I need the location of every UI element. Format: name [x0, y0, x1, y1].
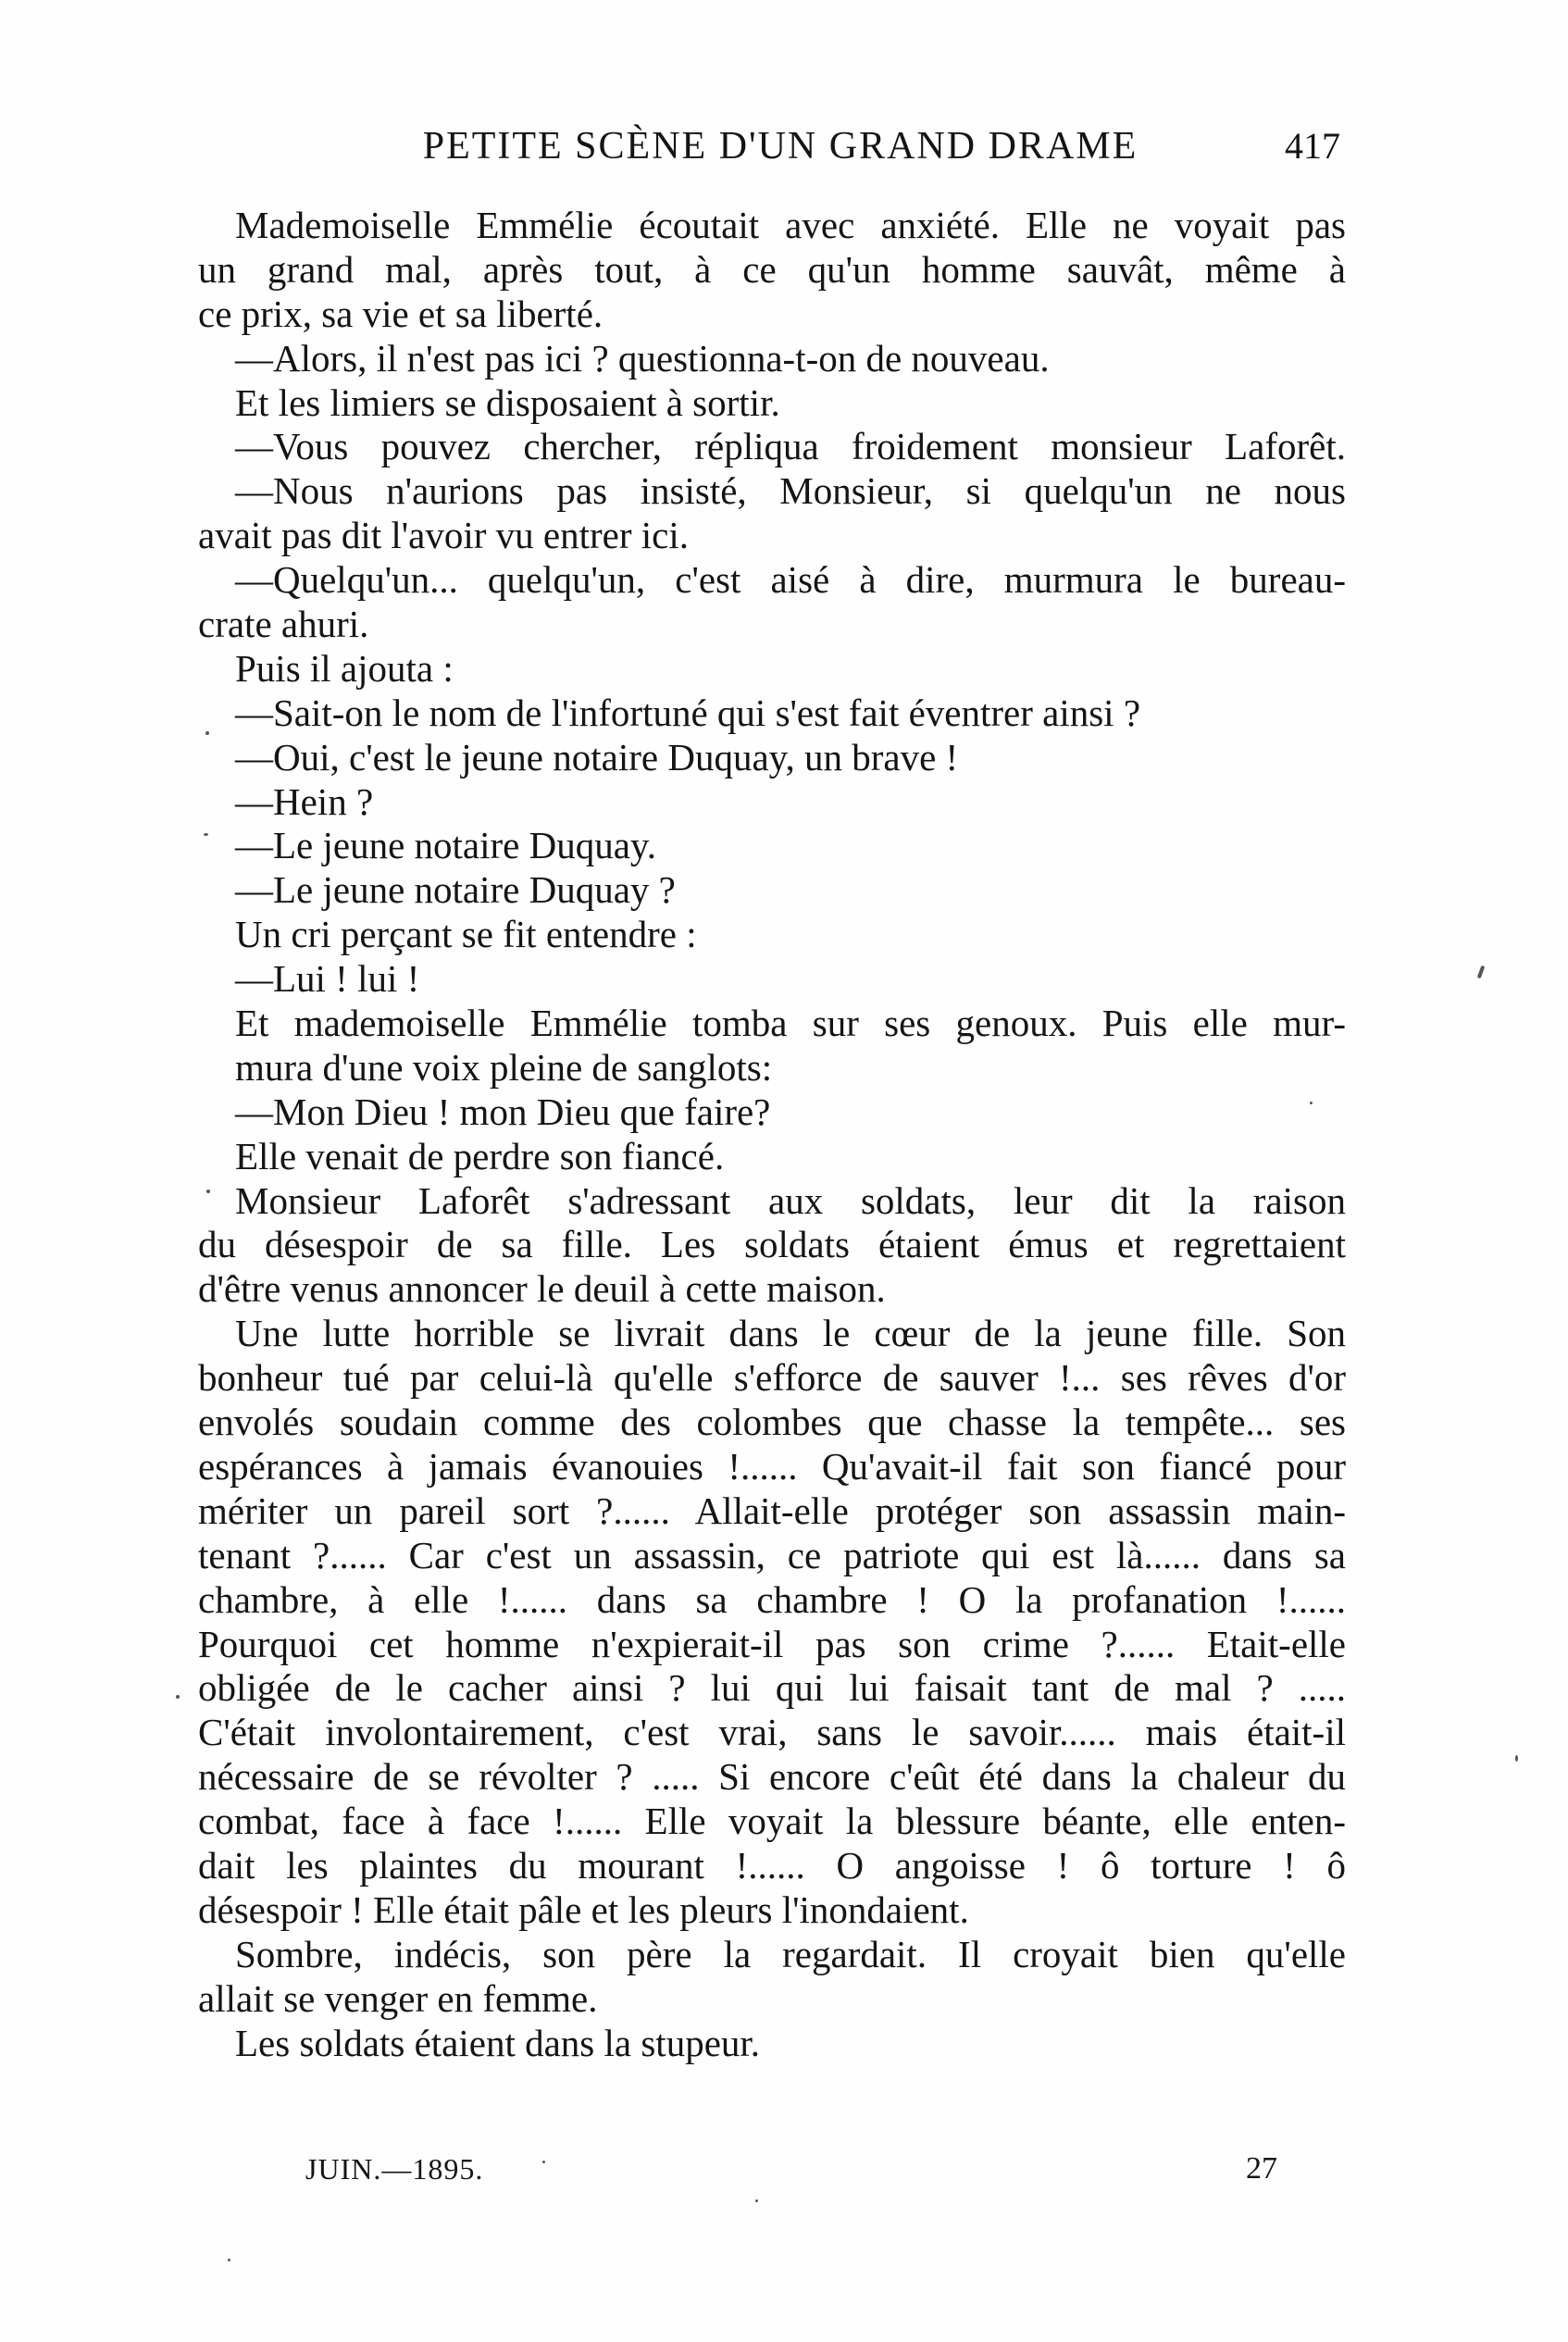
text-line: allait se venger en femme. [198, 1976, 598, 2020]
text-line: combat, face à face !...... Elle voyait la blessure béante, elle enten- [198, 1800, 1346, 1843]
text-line: Une lutte horrible se livrait dans le cœur de la jeune fille. Son [235, 1312, 1346, 1355]
text-line: dait les plaintes du mourant !...... O angoisse ! ô torture ! ô [198, 1843, 1346, 1887]
page-number: 417 [1285, 125, 1340, 167]
running-title: PETITE SCÈNE D'UN GRAND DRAME [422, 125, 1139, 168]
text-line: mériter un pareil sort ?...... Allait-elle protéger son assassin main- [198, 1489, 1346, 1532]
text-line: —Nous n'aurions pas insisté, Monsieur, si quelqu'un ne nous [235, 469, 1346, 513]
text-line: bonheur tué par celui-là qu'elle s'efforce de sauver !... ses rêves d'or [198, 1356, 1346, 1400]
scan-speck [542, 2161, 545, 2163]
text-line: —Sait-on le nom de l'infortuné qui s'est fait éventrer ainsi ? [235, 691, 1141, 734]
sheet-number: 27 [1246, 2151, 1277, 2186]
text-line: Mademoiselle Emmélie écoutait avec anxiété. Elle ne voyait pas [235, 204, 1346, 246]
text-line: —Quelqu'un... quelqu'un, c'est aisé à dire, murmura le bureau- [235, 558, 1346, 602]
body-text [198, 204, 1346, 2065]
text-line: chambre, à elle !...... dans sa chambre ! O la profanation !...... [198, 1577, 1346, 1621]
scan-speck [1477, 965, 1486, 979]
text-line: Puis il ajouta : [235, 646, 454, 690]
text-line: —Le jeune notaire Duquay ? [235, 868, 676, 912]
text-line: —Vous pouvez chercher, répliqua froidement monsieur Laforêt. [235, 425, 1346, 468]
text-line: un grand mal, après tout, à ce qu'un homme sauvât, même à [198, 247, 1346, 291]
text-line: d'être venus annoncer le deuil à cette maison. [198, 1267, 886, 1311]
scan-speck [206, 1190, 210, 1193]
scan-speck [755, 2199, 758, 2202]
text-line: Monsieur Laforêt s'adressant aux soldats, leur dit la raison [235, 1178, 1346, 1222]
signature-mark: JUIN.—1895. [305, 2152, 484, 2186]
text-line: Et mademoiselle Emmélie tomba sur ses genoux. Puis elle mur- [235, 1002, 1346, 1045]
scan-speck [204, 833, 208, 836]
text-line: Un cri perçant se fit entendre : [235, 913, 697, 956]
text-line: Sombre, indécis, son père la regardait. Il croyait bien qu'elle [235, 1932, 1346, 1975]
text-line: avait pas dit l'avoir vu entrer ici. [198, 514, 689, 557]
text-line: tenant ?...... Car c'est un assassin, ce patriote qui est là...... dans sa [198, 1533, 1346, 1576]
text-line: —Lui ! lui ! [235, 957, 420, 1001]
text-line: crate ahuri. [198, 603, 369, 646]
page-footer [305, 2146, 1277, 2192]
scan-speck [1310, 1102, 1313, 1104]
scan-speck [1515, 1755, 1518, 1762]
text-line: désespoir ! Elle était pâle et les pleurs l'inondaient. [198, 1887, 969, 1931]
text-line: espérances à jamais évanouies !...... Qu'avait-il fait son fiancé pour [198, 1444, 1346, 1488]
scan-speck [205, 731, 209, 735]
text-line: Elle venait de perdre son fiancé. [235, 1134, 725, 1177]
text-line: mura d'une voix pleine de sanglots: [235, 1045, 773, 1089]
text-line: ce prix, sa vie et sa liberté. [198, 292, 604, 335]
text-line: C'était involontairement, c'est vrai, sans le savoir...... mais était-il [198, 1711, 1346, 1754]
text-line: —Oui, c'est le jeune notaire Duquay, un brave ! [235, 735, 959, 779]
text-line: —Alors, il n'est pas ici ? questionna-t-on de nouveau. [235, 336, 1050, 380]
scan-speck [176, 1695, 180, 1699]
text-line: Les soldats étaient dans la stupeur. [235, 2021, 761, 2064]
text-line: envolés soudain comme des colombes que chasse la tempête... ses [198, 1401, 1346, 1444]
text-line: du désespoir de sa fille. Les soldats étaient émus et regrettaient [198, 1223, 1346, 1266]
text-line: nécessaire de se révolter ? ..... Si encore c'eût été dans la chaleur du [198, 1755, 1346, 1799]
text-line: —Hein ? [235, 779, 374, 823]
scan-speck [228, 2259, 230, 2261]
text-line: Et les limiers se disposaient à sortir. [235, 380, 780, 424]
text-line: —Mon Dieu ! mon Dieu que faire? [235, 1090, 771, 1133]
text-line: —Le jeune notaire Duquay. [235, 824, 657, 867]
text-line: obligée de le cacher ainsi ? lui qui lui faisait tant de mal ? ..... [198, 1666, 1346, 1710]
running-head [202, 118, 1340, 174]
text-line: Pourquoi cet homme n'expierait-il pas son crime ?...... Etait-elle [198, 1622, 1346, 1665]
